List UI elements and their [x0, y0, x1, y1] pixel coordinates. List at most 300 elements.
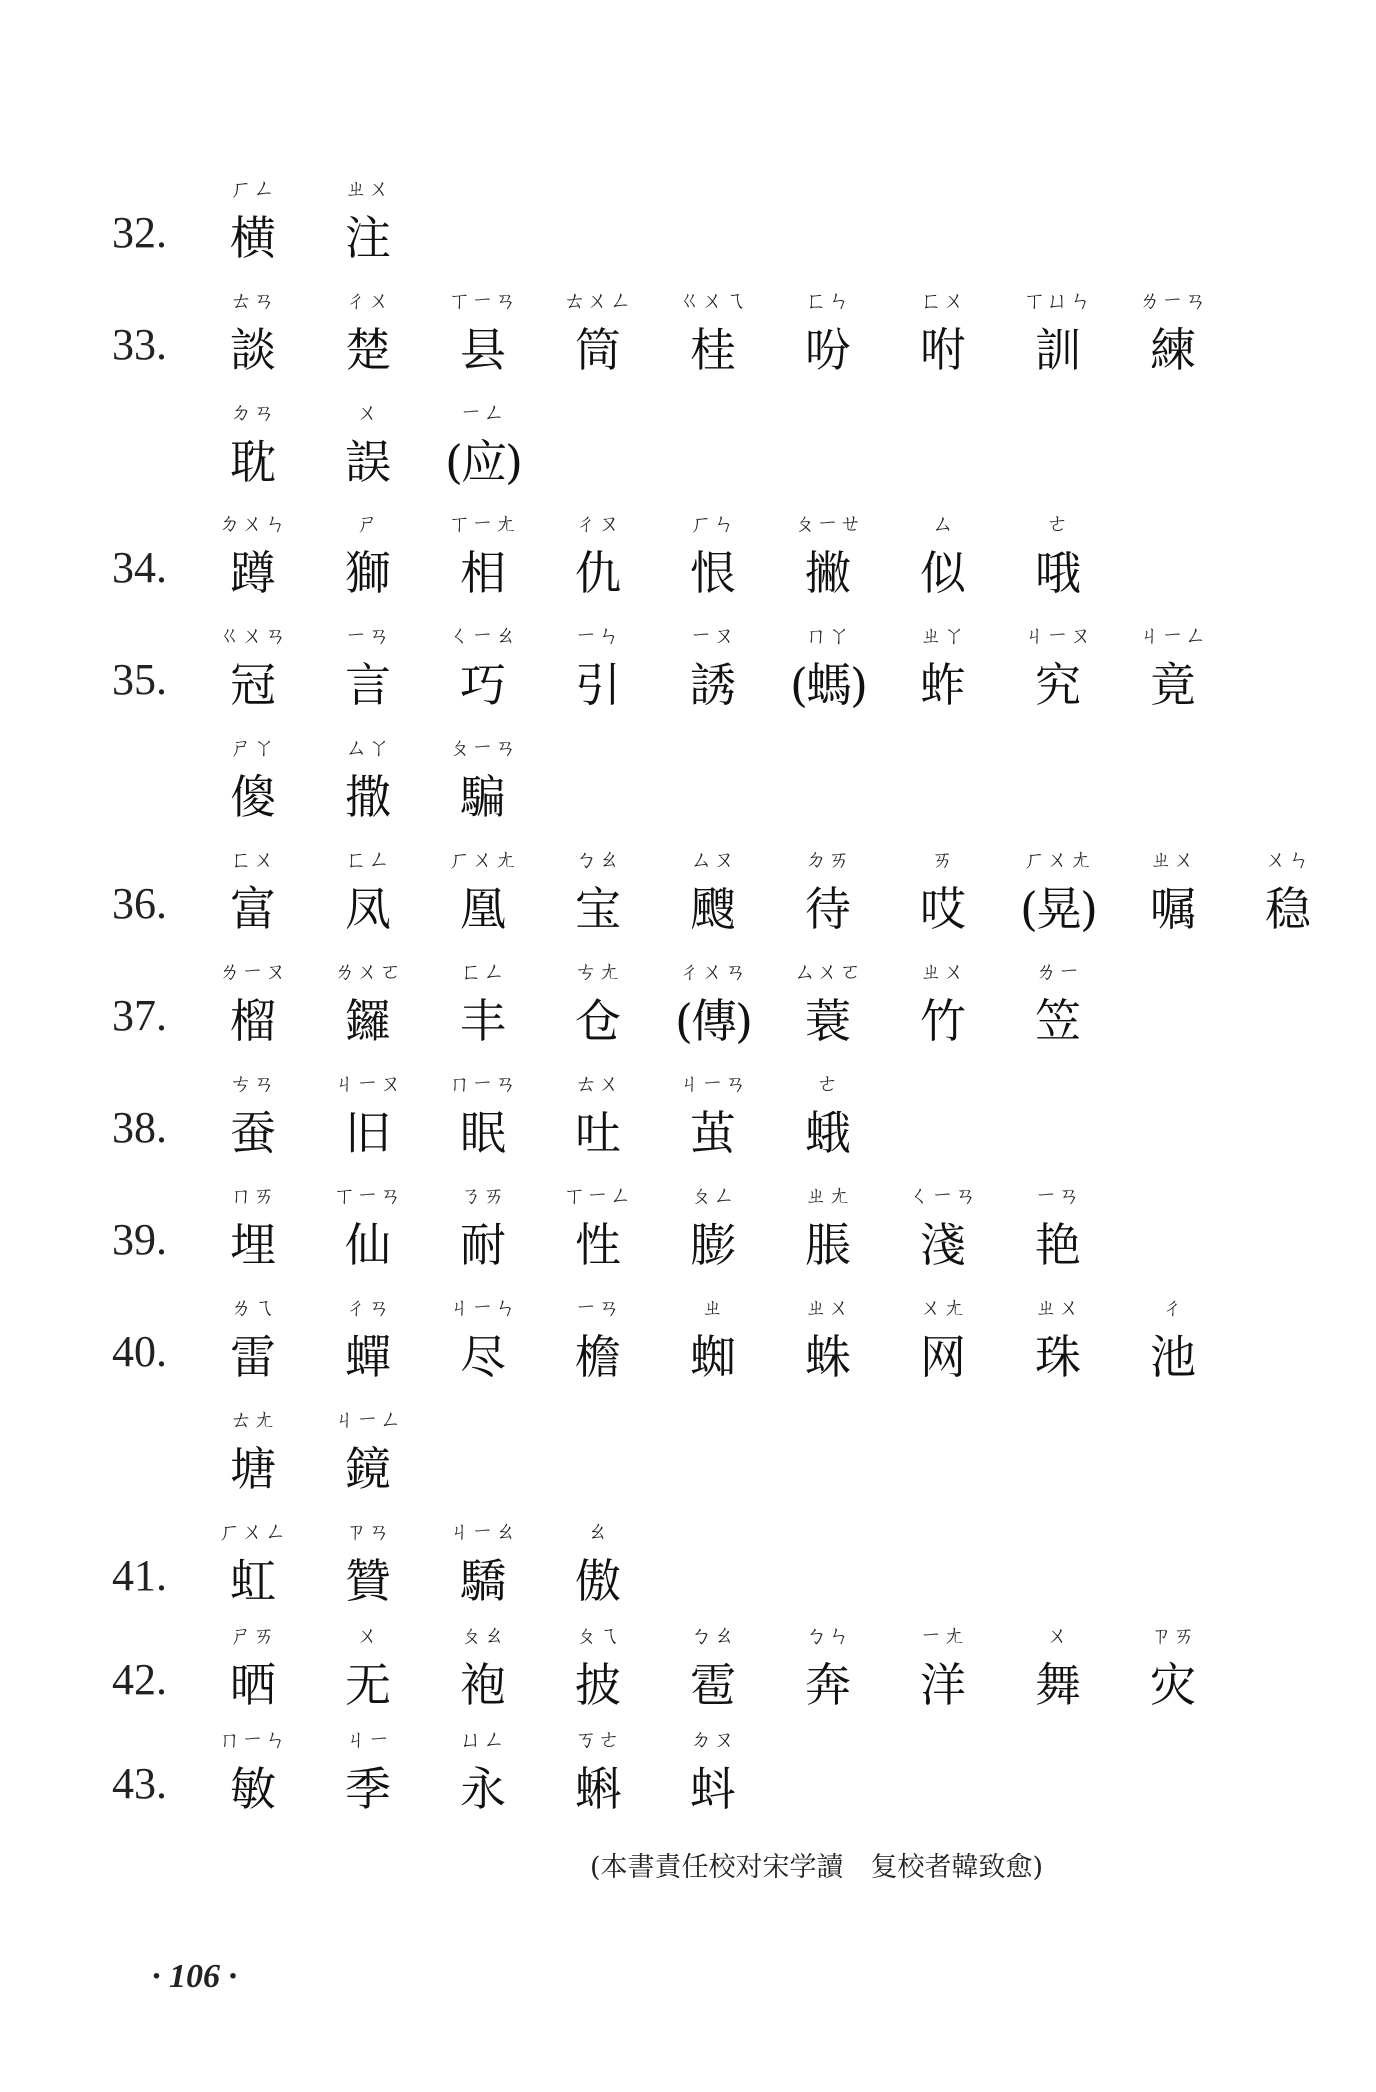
entry-line	[0, 394, 1376, 499]
zhuyin-annotation: ㄒㄩㄣ	[1023, 289, 1093, 314]
character-entry	[425, 505, 541, 601]
zhuyin-annotation: ㄌㄧㄢ	[1138, 289, 1208, 314]
character-entry	[540, 505, 656, 601]
character-entry	[1115, 282, 1231, 378]
hanzi-character: 披	[575, 1658, 621, 1712]
entry-number: 42.	[112, 1655, 167, 1704]
zhuyin-annotation: ㄙㄨㄛ	[793, 960, 863, 985]
hanzi-character: 筒	[575, 323, 621, 377]
character-entry	[770, 953, 886, 1049]
entry-line	[0, 1721, 1376, 1826]
hanzi-character: 吩	[805, 323, 851, 377]
zhuyin-annotation: ㄐㄧㄣ	[448, 1296, 518, 1321]
character-entry	[885, 1617, 1001, 1713]
zhuyin-annotation: ㄏㄣ	[689, 512, 736, 537]
entry-number: 38.	[112, 1103, 167, 1152]
proofreader-credit: (本書責任校对宋学讀 复校者韓致愈)	[590, 1852, 1044, 1883]
hanzi-character: (螞)	[790, 658, 866, 712]
hanzi-character: 横	[230, 211, 276, 265]
character-entry	[655, 1177, 771, 1273]
hanzi-character: 騙	[460, 770, 506, 824]
hanzi-character: 傲	[575, 1554, 621, 1608]
zhuyin-annotation: ㄓㄨ	[1034, 1296, 1081, 1321]
hanzi-character: 无	[345, 1658, 391, 1712]
hanzi-character: (傳)	[675, 994, 751, 1048]
character-entry	[655, 953, 771, 1049]
entry-line	[0, 841, 1376, 946]
hanzi-character: 虹	[230, 1554, 276, 1608]
hanzi-character: 誤	[345, 435, 391, 489]
hanzi-character: 蜘	[690, 1330, 736, 1384]
character-entry	[770, 505, 886, 601]
character-entry	[655, 1289, 771, 1385]
character-entry	[195, 1617, 311, 1713]
character-entry	[885, 505, 1001, 601]
hanzi-character: 引	[575, 658, 621, 712]
zhuyin-annotation: ㄊㄤ	[229, 1408, 276, 1433]
character-entry	[885, 282, 1001, 378]
hanzi-character: 袍	[460, 1658, 506, 1712]
hanzi-character: 咐	[920, 323, 966, 377]
character-entry	[1115, 841, 1231, 937]
character-entry	[885, 1289, 1001, 1385]
zhuyin-annotation: ㄕㄞ	[229, 1624, 276, 1649]
character-entry	[770, 617, 886, 713]
character-entry	[540, 1617, 656, 1713]
zhuyin-annotation: ㄨ	[1046, 1624, 1070, 1649]
entry-line	[0, 1617, 1376, 1722]
hanzi-character: 颼	[690, 882, 736, 936]
zhuyin-annotation: ㄨ	[356, 401, 380, 426]
hanzi-character: (晃)	[1020, 882, 1096, 936]
character-entry	[540, 1065, 656, 1161]
hanzi-character: 茧	[690, 1106, 736, 1160]
zhuyin-annotation: ㄙ	[931, 512, 955, 537]
character-entry	[1115, 1617, 1231, 1713]
character-entry	[540, 1721, 656, 1817]
hanzi-character: 池	[1150, 1330, 1196, 1384]
character-entry	[310, 841, 426, 937]
character-entry	[770, 1177, 886, 1273]
character-entry	[310, 1513, 426, 1609]
zhuyin-annotation: ㄉㄨㄣ	[218, 512, 288, 537]
character-entry	[1000, 1289, 1116, 1385]
character-entry	[540, 1513, 656, 1609]
character-entry	[425, 282, 541, 378]
zhuyin-annotation: ㄏㄨㄥ	[218, 1520, 288, 1545]
character-entry	[425, 841, 541, 937]
character-entry	[655, 505, 771, 601]
hanzi-character: 丰	[460, 994, 506, 1048]
hanzi-character: 旧	[345, 1106, 391, 1160]
entry-line	[0, 1289, 1376, 1394]
hanzi-character: 季	[345, 1762, 391, 1816]
hanzi-character: 蚕	[230, 1106, 276, 1160]
character-entry	[425, 1177, 541, 1273]
zhuyin-annotation: ㄑㄧㄢ	[908, 1184, 978, 1209]
hanzi-character: 仇	[575, 546, 621, 600]
entry-line	[0, 282, 1376, 387]
character-entry	[655, 841, 771, 937]
zhuyin-annotation: ㄈㄣ	[804, 289, 851, 314]
hanzi-character: 仓	[575, 994, 621, 1048]
zhuyin-annotation: ㄙㄡ	[689, 848, 736, 873]
hanzi-character: 耽	[230, 435, 276, 489]
zhuyin-annotation: ㄊㄨㄥ	[563, 289, 633, 314]
zhuyin-annotation: ㄓㄨ	[919, 960, 966, 985]
hanzi-character: 待	[805, 882, 851, 936]
zhuyin-annotation: ㄆㄠ	[459, 1624, 506, 1649]
character-entry	[1115, 1289, 1231, 1385]
zhuyin-annotation: ㄗㄢ	[344, 1520, 391, 1545]
hanzi-character: 舞	[1035, 1658, 1081, 1712]
entry-number: 32.	[112, 208, 167, 257]
zhuyin-annotation: ㄈㄥ	[459, 960, 506, 985]
hanzi-character: 蚱	[920, 658, 966, 712]
zhuyin-annotation: ㄧㄡ	[689, 624, 736, 649]
hanzi-character: 相	[460, 546, 506, 600]
character-entry	[885, 617, 1001, 713]
character-entry	[310, 953, 426, 1049]
zhuyin-annotation: ㄊㄢ	[229, 289, 276, 314]
zhuyin-annotation: ㄈㄨ	[229, 848, 276, 873]
character-entry	[770, 1617, 886, 1713]
hanzi-character: 洋	[920, 1658, 966, 1712]
hanzi-character: 淺	[920, 1218, 966, 1272]
zhuyin-annotation: ㄆㄥ	[689, 1184, 736, 1209]
hanzi-character: 艳	[1035, 1218, 1081, 1272]
entry-line	[0, 953, 1376, 1058]
character-entry	[770, 1065, 886, 1161]
character-entry	[540, 282, 656, 378]
hanzi-character: 竹	[920, 994, 966, 1048]
page-number: · 106 ·	[152, 1958, 237, 1995]
hanzi-character: 埋	[230, 1218, 276, 1272]
character-entry	[655, 1721, 771, 1817]
zhuyin-annotation: ㄆㄧㄝ	[793, 512, 863, 537]
hanzi-character: 笠	[1035, 994, 1081, 1048]
character-entry	[540, 1289, 656, 1385]
character-entry	[310, 394, 426, 490]
character-entry	[195, 617, 311, 713]
zhuyin-annotation: ㄐㄧㄢ	[678, 1072, 748, 1097]
character-entry	[195, 953, 311, 1049]
hanzi-character: 奔	[805, 1658, 851, 1712]
hanzi-character: 冠	[230, 658, 276, 712]
hanzi-character: 县	[460, 323, 506, 377]
zhuyin-annotation: ㄌㄨㄛ	[333, 960, 403, 985]
hanzi-character: 敏	[230, 1762, 276, 1816]
character-entry	[425, 729, 541, 825]
character-entry	[195, 729, 311, 825]
entry-line	[0, 617, 1376, 722]
hanzi-character: 蝌	[575, 1762, 621, 1816]
zhuyin-annotation: ㄧㄥ	[459, 401, 506, 426]
character-entry	[1000, 953, 1116, 1049]
zhuyin-annotation: ㄔㄨ	[344, 289, 391, 314]
hanzi-character: 蓑	[805, 994, 851, 1048]
zhuyin-annotation: ㄘㄤ	[574, 960, 621, 985]
zhuyin-annotation: ㄠ	[586, 1520, 610, 1545]
hanzi-character: 恨	[690, 546, 736, 600]
hanzi-character: 注	[345, 211, 391, 265]
character-entry	[655, 282, 771, 378]
entry-number: 39.	[112, 1215, 167, 1264]
zhuyin-annotation: ㄘㄢ	[229, 1072, 276, 1097]
zhuyin-annotation: ㄨ	[356, 1624, 380, 1649]
character-entry	[425, 953, 541, 1049]
character-entry	[885, 953, 1001, 1049]
character-entry	[195, 1065, 311, 1161]
character-entry	[195, 1721, 311, 1817]
hanzi-character: 珠	[1035, 1330, 1081, 1384]
zhuyin-annotation: ㄔㄨㄢ	[678, 960, 748, 985]
zhuyin-annotation: ㄌㄟ	[229, 1296, 276, 1321]
zhuyin-annotation: ㄑㄧㄠ	[448, 624, 518, 649]
hanzi-character: 竟	[1150, 658, 1196, 712]
zhuyin-annotation: ㄅㄣ	[804, 1624, 851, 1649]
zhuyin-annotation: ㄇㄧㄢ	[448, 1072, 518, 1097]
zhuyin-annotation: ㄕ	[356, 512, 380, 537]
zhuyin-annotation: ㄜ	[1046, 512, 1070, 537]
hanzi-character: 雷	[230, 1330, 276, 1384]
character-entry	[540, 617, 656, 713]
hanzi-character: 楚	[345, 323, 391, 377]
hanzi-character: 鑼	[345, 994, 391, 1048]
hanzi-character: 尽	[460, 1330, 506, 1384]
zhuyin-annotation: ㄧㄢ	[1034, 1184, 1081, 1209]
zhuyin-annotation: ㄒㄧㄢ	[333, 1184, 403, 1209]
zhuyin-annotation: ㄅㄠ	[574, 848, 621, 873]
entry-line	[0, 1513, 1376, 1618]
hanzi-character: 性	[575, 1218, 621, 1272]
character-entry	[1000, 282, 1116, 378]
hanzi-character: 誘	[690, 658, 736, 712]
hanzi-character: 傻	[230, 770, 276, 824]
entry-line	[0, 1401, 1376, 1506]
zhuyin-annotation: ㄩㄥ	[459, 1728, 506, 1753]
zhuyin-annotation: ㄗㄞ	[1149, 1624, 1196, 1649]
character-entry	[425, 1289, 541, 1385]
zhuyin-annotation: ㄉㄢ	[229, 401, 276, 426]
zhuyin-annotation: ㄐㄧㄠ	[448, 1520, 518, 1545]
character-entry	[310, 1177, 426, 1273]
character-entry	[195, 394, 311, 490]
zhuyin-annotation: ㄙㄚ	[344, 736, 391, 761]
entry-line	[0, 729, 1376, 834]
character-entry	[540, 953, 656, 1049]
hanzi-character: 撒	[345, 770, 391, 824]
zhuyin-annotation: ㄊㄨ	[574, 1072, 621, 1097]
character-entry	[310, 282, 426, 378]
zhuyin-annotation: ㄆㄧㄢ	[448, 736, 518, 761]
zhuyin-annotation: ㄇㄚ	[804, 624, 851, 649]
entry-line	[0, 1065, 1376, 1170]
character-entry	[770, 1289, 886, 1385]
character-entry	[195, 1401, 311, 1497]
character-entry	[310, 1401, 426, 1497]
hanzi-character: 凤	[345, 882, 391, 936]
hanzi-character: 耐	[460, 1218, 506, 1272]
hanzi-character: 鏡	[345, 1442, 391, 1496]
character-entry	[425, 1617, 541, 1713]
hanzi-character: 雹	[690, 1658, 736, 1712]
character-entry	[195, 282, 311, 378]
hanzi-character: 檐	[575, 1330, 621, 1384]
hanzi-character: 蚪	[690, 1762, 736, 1816]
character-entry	[1000, 1177, 1116, 1273]
zhuyin-annotation: ㄕㄚ	[229, 736, 276, 761]
hanzi-character: 嘱	[1150, 882, 1196, 936]
zhuyin-annotation: ㄐㄧㄥ	[1138, 624, 1208, 649]
hanzi-character: 塘	[230, 1442, 276, 1496]
hanzi-character: 似	[920, 546, 966, 600]
character-entry	[655, 1065, 771, 1161]
hanzi-character: 練	[1150, 323, 1196, 377]
entry-line	[0, 1177, 1376, 1282]
zhuyin-annotation: ㄆㄟ	[574, 1624, 621, 1649]
character-entry	[885, 841, 1001, 937]
hanzi-character: 哎	[920, 882, 966, 936]
hanzi-character: 眠	[460, 1106, 506, 1160]
character-entry	[310, 729, 426, 825]
character-entry	[1000, 617, 1116, 713]
character-entry	[540, 1177, 656, 1273]
zhuyin-annotation: ㄉㄞ	[804, 848, 851, 873]
zhuyin-annotation: ㄧㄤ	[919, 1624, 966, 1649]
character-entry	[310, 1721, 426, 1817]
zhuyin-annotation: ㄌㄧㄡ	[218, 960, 288, 985]
hanzi-character: 灾	[1150, 1658, 1196, 1712]
character-entry	[1000, 505, 1116, 601]
hanzi-character: 凰	[460, 882, 506, 936]
zhuyin-annotation: ㄧㄢ	[344, 624, 391, 649]
character-entry	[885, 1177, 1001, 1273]
hanzi-character: 哦	[1035, 546, 1081, 600]
zhuyin-annotation: ㄐㄧㄡ	[333, 1072, 403, 1097]
zhuyin-annotation: ㄓ	[701, 1296, 725, 1321]
character-entry	[1000, 841, 1116, 937]
zhuyin-annotation: ㄏㄨㄤ	[1023, 848, 1093, 873]
entry-number: 33.	[112, 320, 167, 369]
character-entry	[1230, 841, 1346, 937]
hanzi-character: 巧	[460, 658, 506, 712]
zhuyin-annotation: ㄨㄤ	[919, 1296, 966, 1321]
character-entry	[425, 1721, 541, 1817]
zhuyin-annotation: ㄇㄧㄣ	[218, 1728, 288, 1753]
character-entry	[425, 394, 541, 490]
zhuyin-annotation: ㄧㄣ	[574, 624, 621, 649]
zhuyin-annotation: ㄓㄨ	[344, 177, 391, 202]
zhuyin-annotation: ㄐㄧㄥ	[333, 1408, 403, 1433]
hanzi-character: 脹	[805, 1218, 851, 1272]
hanzi-character: 究	[1035, 658, 1081, 712]
character-entry	[195, 170, 311, 266]
character-entry	[425, 1513, 541, 1609]
entry-line	[0, 170, 1376, 275]
character-entry	[195, 1289, 311, 1385]
hanzi-character: 蛛	[805, 1330, 851, 1384]
hanzi-character: 仙	[345, 1218, 391, 1272]
hanzi-character: 蹲	[230, 546, 276, 600]
hanzi-character: 宝	[575, 882, 621, 936]
zhuyin-annotation: ㄏㄥ	[229, 177, 276, 202]
character-entry	[655, 617, 771, 713]
hanzi-character: 榴	[230, 994, 276, 1048]
entry-number: 36.	[112, 879, 167, 928]
character-entry	[1115, 617, 1231, 713]
zhuyin-annotation: ㄓㄨ	[804, 1296, 851, 1321]
entry-number: 35.	[112, 655, 167, 704]
zhuyin-annotation: ㄒㄧㄥ	[563, 1184, 633, 1209]
hanzi-character: (应)	[445, 435, 521, 489]
character-entry	[310, 1289, 426, 1385]
zhuyin-annotation: ㄈㄨ	[919, 289, 966, 314]
zhuyin-annotation: ㄇㄞ	[229, 1184, 276, 1209]
hanzi-character: 桂	[690, 323, 736, 377]
entry-number: 34.	[112, 543, 167, 592]
zhuyin-annotation: ㄍㄨㄟ	[678, 289, 748, 314]
entry-number: 43.	[112, 1759, 167, 1808]
zhuyin-annotation: ㄅㄠ	[689, 1624, 736, 1649]
character-entry	[425, 1065, 541, 1161]
zhuyin-annotation: ㄓㄨ	[1149, 848, 1196, 873]
hanzi-character: 獅	[345, 546, 391, 600]
zhuyin-annotation: ㄌㄧ	[1034, 960, 1081, 985]
character-entry	[1000, 1617, 1116, 1713]
character-entry	[310, 617, 426, 713]
hanzi-character: 蟬	[345, 1330, 391, 1384]
hanzi-character: 膨	[690, 1218, 736, 1272]
entry-line	[0, 505, 1376, 610]
entry-number: 40.	[112, 1327, 167, 1376]
hanzi-character: 談	[230, 323, 276, 377]
character-entry	[310, 1065, 426, 1161]
zhuyin-annotation: ㄧㄢ	[574, 1296, 621, 1321]
zhuyin-annotation: ㄔㄢ	[344, 1296, 391, 1321]
zhuyin-annotation: ㄨㄣ	[1264, 848, 1311, 873]
character-entry	[310, 505, 426, 601]
zhuyin-annotation: ㄒㄧㄤ	[448, 512, 518, 537]
zhuyin-annotation: ㄔㄡ	[574, 512, 621, 537]
zhuyin-annotation: ㄓㄚ	[919, 624, 966, 649]
character-entry	[195, 1513, 311, 1609]
hanzi-character: 言	[345, 658, 391, 712]
character-entry	[195, 1177, 311, 1273]
zhuyin-annotation: ㄞ	[931, 848, 955, 873]
hanzi-character: 晒	[230, 1658, 276, 1712]
zhuyin-annotation: ㄉㄡ	[689, 1728, 736, 1753]
hanzi-character: 永	[460, 1762, 506, 1816]
character-entry	[195, 505, 311, 601]
zhuyin-annotation: ㄐㄧ	[344, 1728, 391, 1753]
character-entry	[770, 282, 886, 378]
character-entry	[425, 617, 541, 713]
zhuyin-annotation: ㄔ	[1161, 1296, 1185, 1321]
hanzi-character: 吐	[575, 1106, 621, 1160]
zhuyin-annotation: ㄎㄜ	[574, 1728, 621, 1753]
character-entry	[655, 1617, 771, 1713]
character-entry	[195, 841, 311, 937]
hanzi-character: 网	[920, 1330, 966, 1384]
zhuyin-annotation: ㄓㄤ	[804, 1184, 851, 1209]
zhuyin-annotation: ㄋㄞ	[459, 1184, 506, 1209]
zhuyin-annotation: ㄈㄥ	[344, 848, 391, 873]
hanzi-character: 蛾	[805, 1106, 851, 1160]
character-entry	[310, 170, 426, 266]
character-entry	[540, 841, 656, 937]
zhuyin-annotation: ㄐㄧㄡ	[1023, 624, 1093, 649]
